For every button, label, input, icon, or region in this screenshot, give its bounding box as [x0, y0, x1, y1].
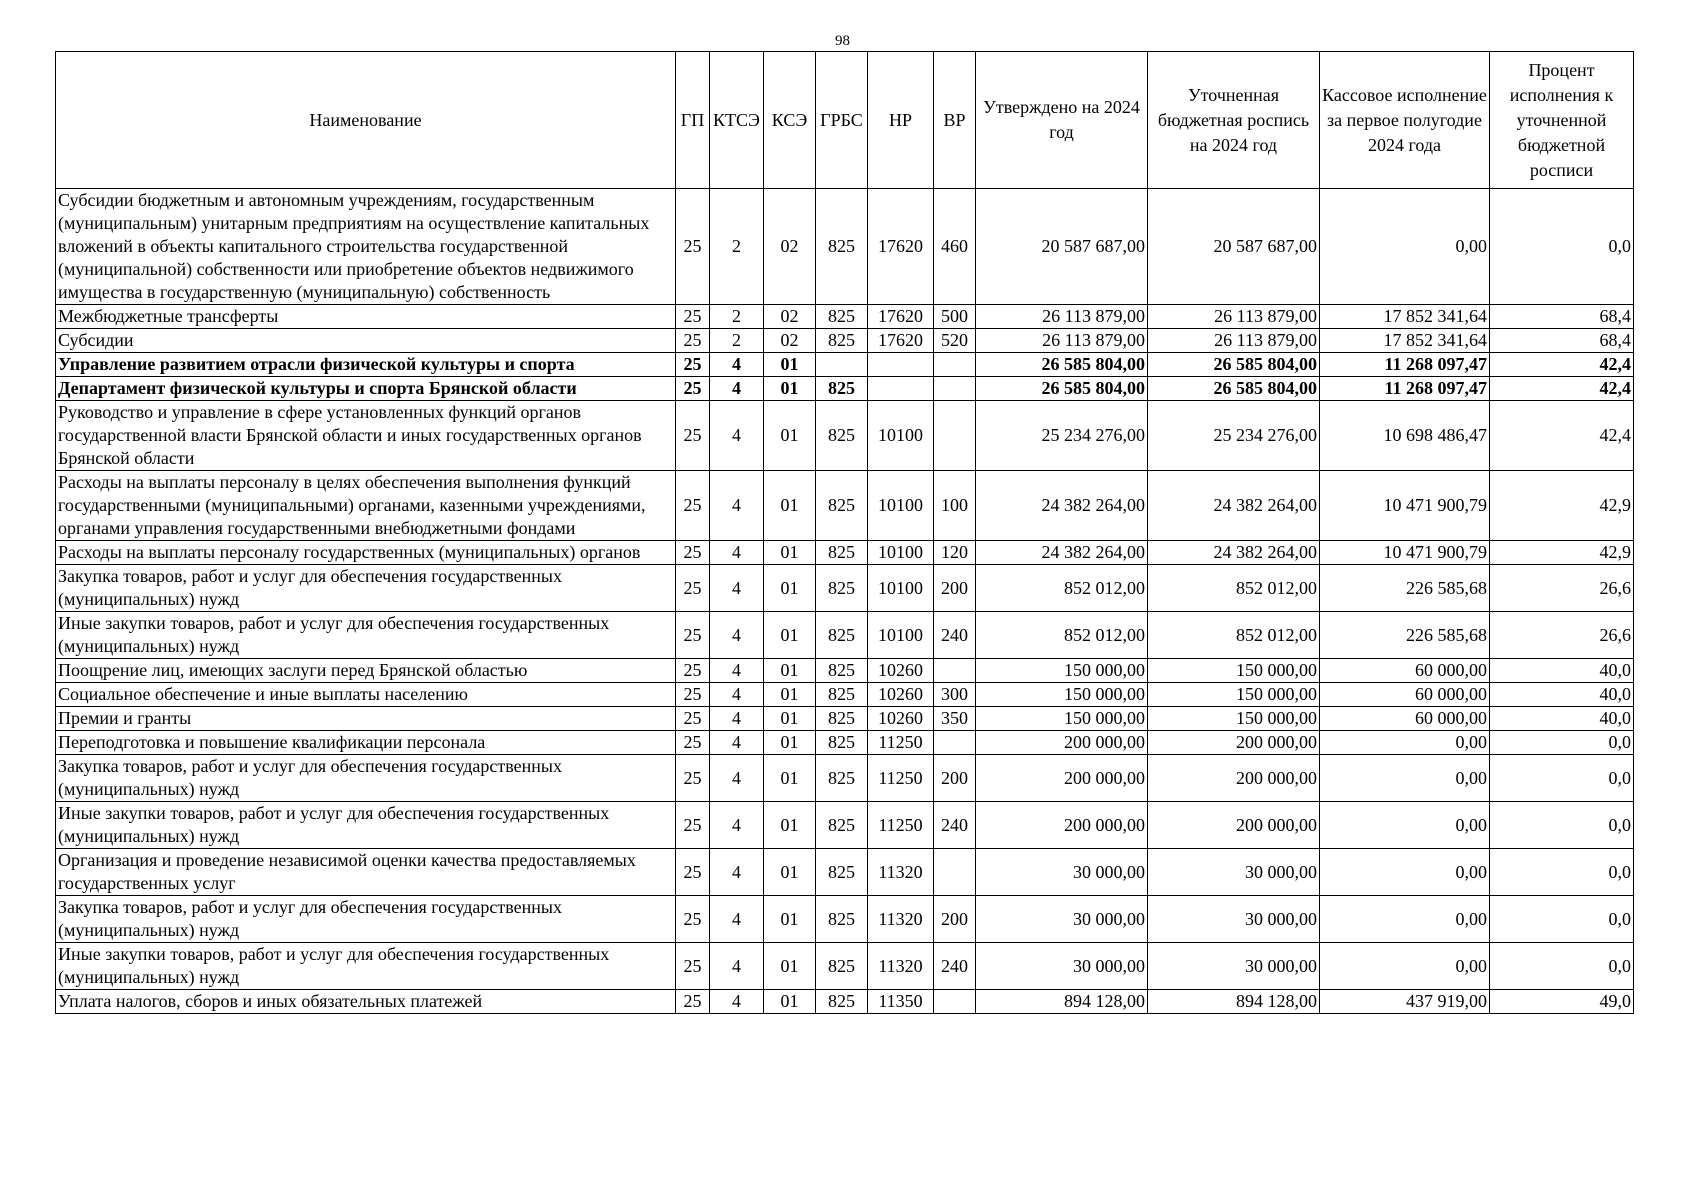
grbs-cell: 825: [816, 541, 868, 565]
refined-cell: 26 585 804,00: [1148, 353, 1320, 377]
row-name-cell: Иные закупки товаров, работ и услуг для обеспечения государственных (муниципальных) нужд: [56, 943, 676, 990]
nr-cell: 10100: [868, 471, 934, 541]
ktse-cell: 4: [710, 707, 764, 731]
row-name-cell: Поощрение лиц, имеющих заслуги перед Брянской областью: [56, 659, 676, 683]
vr-cell: [934, 849, 976, 896]
nr-cell: 11320: [868, 849, 934, 896]
budget-table: [55, 51, 1634, 1014]
refined-cell: 26 113 879,00: [1148, 329, 1320, 353]
vr-cell: 200: [934, 896, 976, 943]
header-approved: Утверждено на 2024 год: [976, 52, 1148, 189]
grbs-cell: 825: [816, 471, 868, 541]
vr-cell: 240: [934, 943, 976, 990]
table-row: [56, 755, 1634, 802]
vr-cell: 200: [934, 565, 976, 612]
gp-cell: 25: [676, 189, 710, 305]
row-name-cell: Переподготовка и повышение квалификации персонала: [56, 731, 676, 755]
row-name-cell: Управление развитием отрасли физической культуры и спорта: [56, 353, 676, 377]
gp-cell: 25: [676, 849, 710, 896]
gp-cell: 25: [676, 659, 710, 683]
kse-cell: 01: [764, 731, 816, 755]
table-row: [56, 683, 1634, 707]
refined-cell: 894 128,00: [1148, 990, 1320, 1014]
table-row: [56, 707, 1634, 731]
row-name-cell: Закупка товаров, работ и услуг для обеспечения государственных (муниципальных) нужд: [56, 896, 676, 943]
grbs-cell: 825: [816, 990, 868, 1014]
header-grbs: ГРБС: [816, 52, 868, 189]
row-name-cell: Расходы на выплаты персоналу государственных (муниципальных) органов: [56, 541, 676, 565]
table-row: [56, 565, 1634, 612]
approved-cell: 26 113 879,00: [976, 329, 1148, 353]
ktse-cell: 4: [710, 731, 764, 755]
grbs-cell: 825: [816, 377, 868, 401]
nr-cell: 11250: [868, 731, 934, 755]
cash-cell: 60 000,00: [1320, 659, 1490, 683]
nr-cell: 11250: [868, 755, 934, 802]
nr-cell: 17620: [868, 305, 934, 329]
vr-cell: 350: [934, 707, 976, 731]
vr-cell: [934, 731, 976, 755]
gp-cell: 25: [676, 896, 710, 943]
vr-cell: [934, 353, 976, 377]
table-row: [56, 541, 1634, 565]
grbs-cell: [816, 353, 868, 377]
row-name-cell: Организация и проведение независимой оценки качества предоставляемых государственных услуг: [56, 849, 676, 896]
gp-cell: 25: [676, 755, 710, 802]
approved-cell: 200 000,00: [976, 755, 1148, 802]
header-vr: ВР: [934, 52, 976, 189]
grbs-cell: 825: [816, 707, 868, 731]
percent-cell: 0,0: [1490, 189, 1634, 305]
kse-cell: 01: [764, 659, 816, 683]
table-row: [56, 471, 1634, 541]
percent-cell: 26,6: [1490, 612, 1634, 659]
ktse-cell: 4: [710, 565, 764, 612]
kse-cell: 01: [764, 541, 816, 565]
header-percent: Процент исполнения к уточненной бюджетной росписи: [1490, 52, 1634, 189]
cash-cell: 60 000,00: [1320, 683, 1490, 707]
grbs-cell: 825: [816, 683, 868, 707]
row-name-cell: Расходы на выплаты персоналу в целях обеспечения выполнения функций государственными (муниципальными) органами, казенными учреждениями, органами управления государственными внебюджетными фондами: [56, 471, 676, 541]
row-name-cell: Субсидии бюджетным и автономным учреждениям, государственным (муниципальным) унитарным предприятиям на осуществление капитальных вложений в объекты капитального строительства государственной (муниципальной) собственности или приобретение объектов недвижимого имущества в государственную (муниципальную) собственность: [56, 189, 676, 305]
grbs-cell: 825: [816, 612, 868, 659]
vr-cell: 500: [934, 305, 976, 329]
vr-cell: 100: [934, 471, 976, 541]
cash-cell: 0,00: [1320, 849, 1490, 896]
header-name: Наименование: [56, 52, 676, 189]
nr-cell: 10100: [868, 612, 934, 659]
table-row: [56, 305, 1634, 329]
table-row: [56, 659, 1634, 683]
cash-cell: 0,00: [1320, 731, 1490, 755]
approved-cell: 150 000,00: [976, 683, 1148, 707]
refined-cell: 200 000,00: [1148, 755, 1320, 802]
table-row: [56, 189, 1634, 305]
nr-cell: 11320: [868, 943, 934, 990]
header-cash: Кассовое исполнение за первое полугодие 2024 года: [1320, 52, 1490, 189]
ktse-cell: 4: [710, 377, 764, 401]
vr-cell: [934, 990, 976, 1014]
table-row: [56, 990, 1634, 1014]
vr-cell: 520: [934, 329, 976, 353]
refined-cell: 200 000,00: [1148, 802, 1320, 849]
nr-cell: 10100: [868, 541, 934, 565]
page-number: 98: [835, 33, 850, 49]
percent-cell: 49,0: [1490, 990, 1634, 1014]
cash-cell: 17 852 341,64: [1320, 329, 1490, 353]
nr-cell: 11320: [868, 896, 934, 943]
approved-cell: 150 000,00: [976, 707, 1148, 731]
gp-cell: 25: [676, 990, 710, 1014]
vr-cell: 200: [934, 755, 976, 802]
approved-cell: 150 000,00: [976, 659, 1148, 683]
refined-cell: 26 585 804,00: [1148, 377, 1320, 401]
gp-cell: 25: [676, 612, 710, 659]
refined-cell: 150 000,00: [1148, 659, 1320, 683]
vr-cell: [934, 377, 976, 401]
vr-cell: 460: [934, 189, 976, 305]
row-name-cell: Иные закупки товаров, работ и услуг для обеспечения государственных (муниципальных) нужд: [56, 802, 676, 849]
refined-cell: 30 000,00: [1148, 896, 1320, 943]
ktse-cell: 4: [710, 802, 764, 849]
nr-cell: 11250: [868, 802, 934, 849]
kse-cell: 01: [764, 683, 816, 707]
grbs-cell: 825: [816, 802, 868, 849]
grbs-cell: 825: [816, 305, 868, 329]
cash-cell: 60 000,00: [1320, 707, 1490, 731]
cash-cell: 11 268 097,47: [1320, 377, 1490, 401]
percent-cell: 40,0: [1490, 707, 1634, 731]
percent-cell: 0,0: [1490, 849, 1634, 896]
table-row: [56, 731, 1634, 755]
grbs-cell: 825: [816, 896, 868, 943]
ktse-cell: 4: [710, 849, 764, 896]
gp-cell: 25: [676, 401, 710, 471]
row-name-cell: Субсидии: [56, 329, 676, 353]
ktse-cell: 4: [710, 471, 764, 541]
nr-cell: [868, 353, 934, 377]
row-name-cell: Закупка товаров, работ и услуг для обеспечения государственных (муниципальных) нужд: [56, 565, 676, 612]
percent-cell: 42,4: [1490, 353, 1634, 377]
header-gp: ГП: [676, 52, 710, 189]
gp-cell: 25: [676, 683, 710, 707]
approved-cell: 26 585 804,00: [976, 377, 1148, 401]
cash-cell: 11 268 097,47: [1320, 353, 1490, 377]
percent-cell: 68,4: [1490, 329, 1634, 353]
ktse-cell: 4: [710, 612, 764, 659]
approved-cell: 200 000,00: [976, 802, 1148, 849]
nr-cell: 10100: [868, 401, 934, 471]
nr-cell: 17620: [868, 189, 934, 305]
grbs-cell: 825: [816, 329, 868, 353]
refined-cell: 20 587 687,00: [1148, 189, 1320, 305]
table-row: [56, 377, 1634, 401]
ktse-cell: 2: [710, 189, 764, 305]
table-row: [56, 849, 1634, 896]
percent-cell: 0,0: [1490, 731, 1634, 755]
kse-cell: 02: [764, 189, 816, 305]
kse-cell: 01: [764, 990, 816, 1014]
nr-cell: 10260: [868, 707, 934, 731]
row-name-cell: Иные закупки товаров, работ и услуг для обеспечения государственных (муниципальных) нужд: [56, 612, 676, 659]
approved-cell: 30 000,00: [976, 896, 1148, 943]
nr-cell: 17620: [868, 329, 934, 353]
kse-cell: 02: [764, 305, 816, 329]
nr-cell: [868, 377, 934, 401]
cash-cell: 226 585,68: [1320, 565, 1490, 612]
gp-cell: 25: [676, 471, 710, 541]
grbs-cell: 825: [816, 849, 868, 896]
ktse-cell: 4: [710, 896, 764, 943]
grbs-cell: 825: [816, 401, 868, 471]
percent-cell: 40,0: [1490, 659, 1634, 683]
kse-cell: 02: [764, 329, 816, 353]
approved-cell: 30 000,00: [976, 943, 1148, 990]
kse-cell: 01: [764, 802, 816, 849]
gp-cell: 25: [676, 565, 710, 612]
refined-cell: 150 000,00: [1148, 683, 1320, 707]
refined-cell: 200 000,00: [1148, 731, 1320, 755]
percent-cell: 0,0: [1490, 943, 1634, 990]
nr-cell: 10260: [868, 659, 934, 683]
vr-cell: 240: [934, 802, 976, 849]
approved-cell: 24 382 264,00: [976, 541, 1148, 565]
nr-cell: 10100: [868, 565, 934, 612]
kse-cell: 01: [764, 849, 816, 896]
table-row: [56, 943, 1634, 990]
nr-cell: 11350: [868, 990, 934, 1014]
approved-cell: 200 000,00: [976, 731, 1148, 755]
gp-cell: 25: [676, 707, 710, 731]
header-ktse: КТСЭ: [710, 52, 764, 189]
ktse-cell: 4: [710, 401, 764, 471]
grbs-cell: 825: [816, 565, 868, 612]
kse-cell: 01: [764, 707, 816, 731]
ktse-cell: 4: [710, 755, 764, 802]
approved-cell: 852 012,00: [976, 612, 1148, 659]
cash-cell: 0,00: [1320, 943, 1490, 990]
cash-cell: 0,00: [1320, 896, 1490, 943]
nr-cell: 10260: [868, 683, 934, 707]
percent-cell: 26,6: [1490, 565, 1634, 612]
ktse-cell: 4: [710, 541, 764, 565]
refined-cell: 30 000,00: [1148, 849, 1320, 896]
cash-cell: 17 852 341,64: [1320, 305, 1490, 329]
table-row: [56, 612, 1634, 659]
header-nr: НР: [868, 52, 934, 189]
cash-cell: 10 471 900,79: [1320, 471, 1490, 541]
table-row: [56, 401, 1634, 471]
approved-cell: 25 234 276,00: [976, 401, 1148, 471]
grbs-cell: 825: [816, 189, 868, 305]
kse-cell: 01: [764, 471, 816, 541]
row-name-cell: Межбюджетные трансферты: [56, 305, 676, 329]
gp-cell: 25: [676, 377, 710, 401]
table-header-row: [56, 52, 1634, 189]
refined-cell: 26 113 879,00: [1148, 305, 1320, 329]
cash-cell: 0,00: [1320, 755, 1490, 802]
cash-cell: 0,00: [1320, 189, 1490, 305]
kse-cell: 01: [764, 896, 816, 943]
approved-cell: 894 128,00: [976, 990, 1148, 1014]
vr-cell: 240: [934, 612, 976, 659]
approved-cell: 26 585 804,00: [976, 353, 1148, 377]
cash-cell: 437 919,00: [1320, 990, 1490, 1014]
table-row: [56, 353, 1634, 377]
percent-cell: 42,4: [1490, 401, 1634, 471]
ktse-cell: 4: [710, 659, 764, 683]
kse-cell: 01: [764, 943, 816, 990]
refined-cell: 150 000,00: [1148, 707, 1320, 731]
ktse-cell: 4: [710, 353, 764, 377]
table-body: [56, 189, 1634, 1014]
kse-cell: 01: [764, 401, 816, 471]
header-refined: Уточненная бюджетная роспись на 2024 год: [1148, 52, 1320, 189]
row-name-cell: Закупка товаров, работ и услуг для обеспечения государственных (муниципальных) нужд: [56, 755, 676, 802]
cash-cell: 0,00: [1320, 802, 1490, 849]
percent-cell: 40,0: [1490, 683, 1634, 707]
gp-cell: 25: [676, 943, 710, 990]
refined-cell: 24 382 264,00: [1148, 541, 1320, 565]
table-row: [56, 329, 1634, 353]
kse-cell: 01: [764, 612, 816, 659]
gp-cell: 25: [676, 802, 710, 849]
approved-cell: 24 382 264,00: [976, 471, 1148, 541]
percent-cell: 0,0: [1490, 896, 1634, 943]
header-kse: КСЭ: [764, 52, 816, 189]
approved-cell: 852 012,00: [976, 565, 1148, 612]
kse-cell: 01: [764, 755, 816, 802]
percent-cell: 0,0: [1490, 755, 1634, 802]
kse-cell: 01: [764, 353, 816, 377]
vr-cell: 120: [934, 541, 976, 565]
cash-cell: 226 585,68: [1320, 612, 1490, 659]
gp-cell: 25: [676, 353, 710, 377]
refined-cell: 852 012,00: [1148, 565, 1320, 612]
grbs-cell: 825: [816, 659, 868, 683]
table-row: [56, 896, 1634, 943]
gp-cell: 25: [676, 329, 710, 353]
grbs-cell: 825: [816, 755, 868, 802]
ktse-cell: 4: [710, 683, 764, 707]
refined-cell: 30 000,00: [1148, 943, 1320, 990]
percent-cell: 68,4: [1490, 305, 1634, 329]
row-name-cell: Департамент физической культуры и спорта Брянской области: [56, 377, 676, 401]
ktse-cell: 4: [710, 990, 764, 1014]
grbs-cell: 825: [816, 731, 868, 755]
percent-cell: 42,4: [1490, 377, 1634, 401]
vr-cell: [934, 401, 976, 471]
vr-cell: [934, 659, 976, 683]
row-name-cell: Руководство и управление в сфере установленных функций органов государственной власти Брянской области и иных государственных органов Брянской области: [56, 401, 676, 471]
percent-cell: 0,0: [1490, 802, 1634, 849]
ktse-cell: 4: [710, 943, 764, 990]
gp-cell: 25: [676, 731, 710, 755]
kse-cell: 01: [764, 377, 816, 401]
gp-cell: 25: [676, 305, 710, 329]
grbs-cell: 825: [816, 943, 868, 990]
cash-cell: 10 698 486,47: [1320, 401, 1490, 471]
kse-cell: 01: [764, 565, 816, 612]
refined-cell: 852 012,00: [1148, 612, 1320, 659]
percent-cell: 42,9: [1490, 541, 1634, 565]
row-name-cell: Социальное обеспечение и иные выплаты населению: [56, 683, 676, 707]
ktse-cell: 2: [710, 329, 764, 353]
row-name-cell: Премии и гранты: [56, 707, 676, 731]
approved-cell: 26 113 879,00: [976, 305, 1148, 329]
cash-cell: 10 471 900,79: [1320, 541, 1490, 565]
approved-cell: 30 000,00: [976, 849, 1148, 896]
gp-cell: 25: [676, 541, 710, 565]
refined-cell: 25 234 276,00: [1148, 401, 1320, 471]
row-name-cell: Уплата налогов, сборов и иных обязательных платежей: [56, 990, 676, 1014]
approved-cell: 20 587 687,00: [976, 189, 1148, 305]
refined-cell: 24 382 264,00: [1148, 471, 1320, 541]
vr-cell: 300: [934, 683, 976, 707]
ktse-cell: 2: [710, 305, 764, 329]
percent-cell: 42,9: [1490, 471, 1634, 541]
table-row: [56, 802, 1634, 849]
